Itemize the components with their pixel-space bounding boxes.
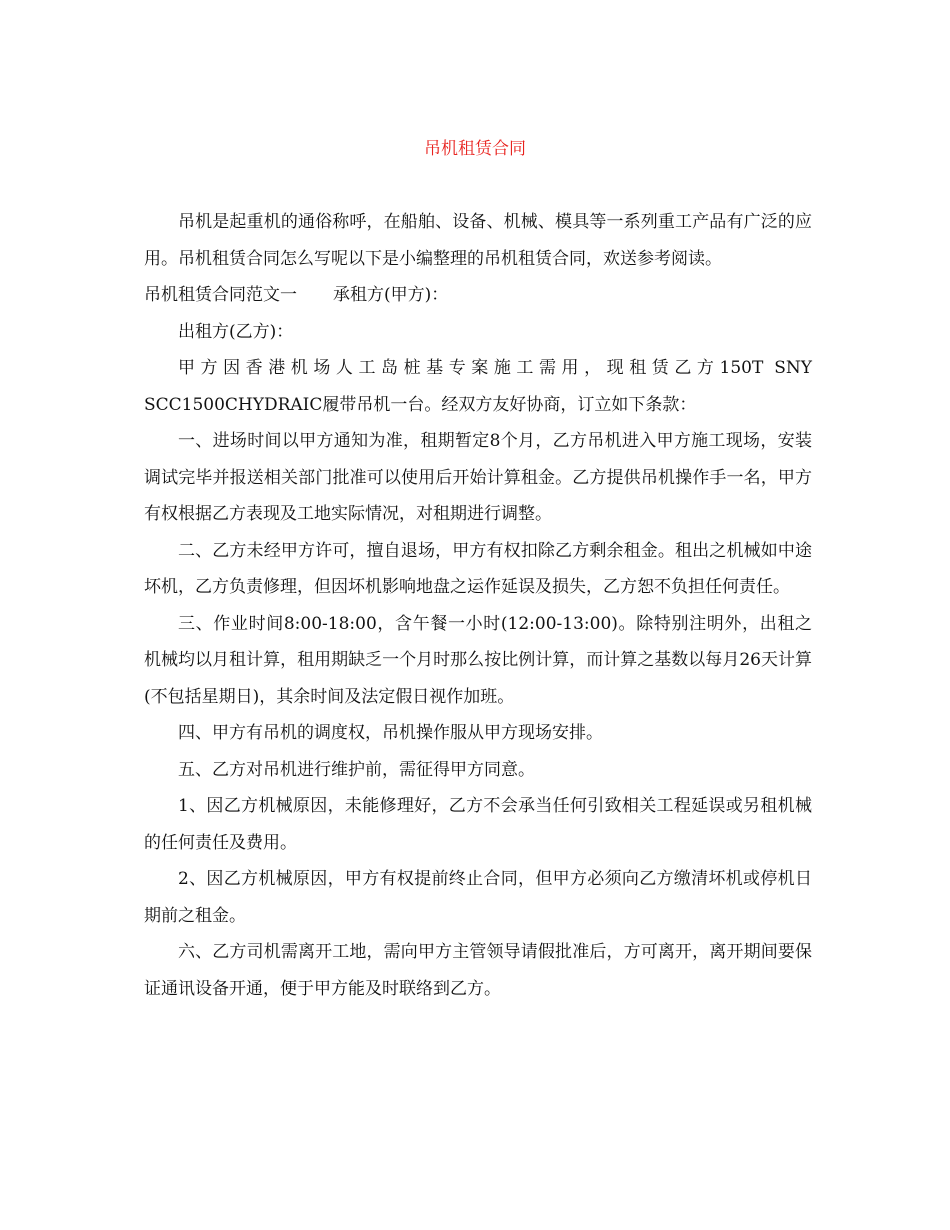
preamble-paragraph: 甲方因香港机场人工岛桩基专案施工需用，现租赁乙方150T SNY SCC1500CHYDRAIC履带吊机一台。经双方友好协商，订立如下条款：	[144, 358, 812, 415]
clause-paragraph: 五、乙方对吊机进行维护前，需征得甲方同意。	[178, 759, 535, 780]
intro-paragraph: 吊机是起重机的通俗称呼，在船舶、设备、机械、模具等一系列重工产品有广泛的应用。吊机租赁合同怎么写呢以下是小编整理的吊机租赁合同，欢送参考阅读。	[144, 212, 812, 269]
clause-paragraph: 四、甲方有吊机的调度权，吊机操作服从甲方现场安排。	[178, 723, 603, 743]
sample-heading: 吊机租赁合同范文一	[144, 285, 297, 305]
clause-paragraph: 二、乙方未经甲方许可，擅自退场，甲方有权扣除乙方剩余租金。租出之机械如中途坏机，乙方负责修理，但因坏机影响地盘之运作延误及损失，乙方恕不负担任何责任。	[144, 540, 812, 597]
lessor-label: 出租方(乙方)：	[178, 321, 294, 342]
clause-paragraph: 2、因乙方机械原因，甲方有权提前终止合同，但甲方必须向乙方缴清坏机或停机日期前之租金。	[144, 869, 812, 926]
clause-paragraph: 一、进场时间以甲方通知为准，租期暂定8个月，乙方吊机进入甲方施工现场，安装调试完毕并报送相关部门批准可以使用后开始计算租金。乙方提供吊机操作手一名，甲方有权根据乙方表现及工地实际情况，对租期进行调整。	[144, 431, 812, 524]
clause-paragraph: 1、因乙方机械原因，未能修理好，乙方不会承当任何引致相关工程延误或另租机械的任何责任及费用。	[144, 796, 812, 853]
clause-paragraph: 三、作业时间8:00-18:00，含午餐一小时(12:00-13:00)。除特别注明外，出租之机械均以月租计算，租用期缺乏一个月时那么按比例计算，而计算之基数以每月26天计算(不包括星期日)，其余时间及法定假日视作加班。	[144, 613, 812, 707]
document-title: 吊机租赁合同	[424, 139, 526, 159]
sample-heading-line	[144, 277, 812, 314]
clause-paragraph: 六、乙方司机需离开工地，需向甲方主管领导请假批准后，方可离开，离开期间要保证通讯设备开通，便于甲方能及时联络到乙方。	[144, 942, 812, 999]
lessee-label: 承租方(甲方)：	[333, 285, 449, 305]
document-body	[144, 204, 812, 1007]
